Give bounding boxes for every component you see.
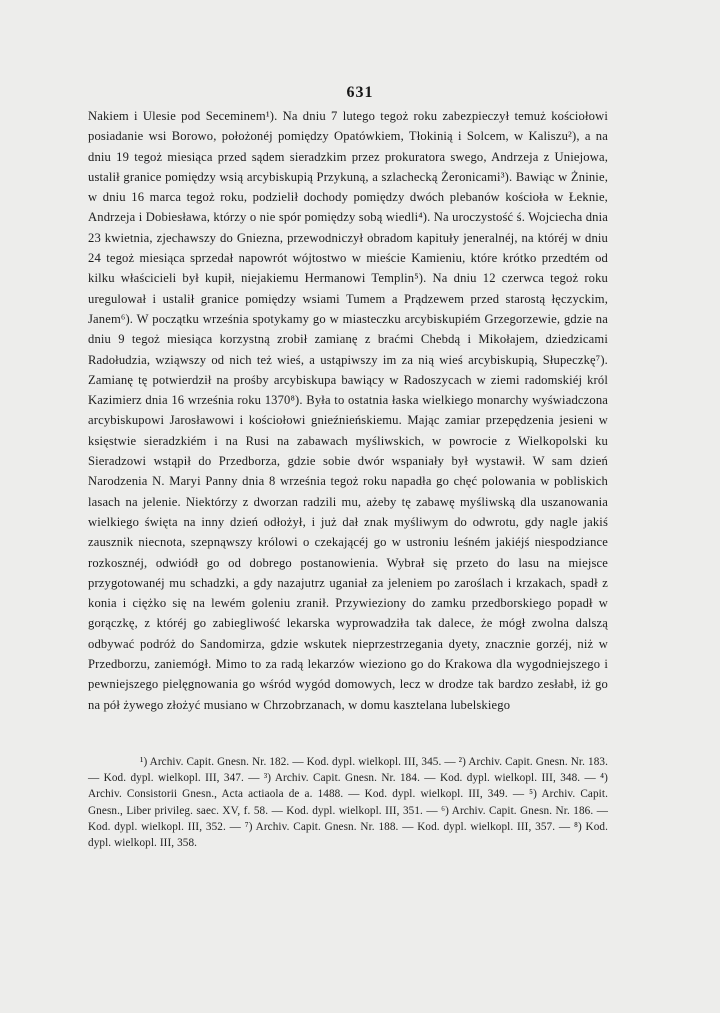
page-number: 631 bbox=[346, 84, 374, 101]
footnotes-block: ¹) Archiv. Capit. Gnesn. Nr. 182. — Kod. dypl. wielkopl. III, 345. — ²) Archiv. Capit. Gnesn. Nr. 183. — Kod. dypl. wielkopl. III, 347. — ³) Archiv. Capit. Gnesn. Nr. 184. — Kod. dypl. wielkopl. III, 348. — ⁴) Archiv. Consistorii Gnesn., Acta actiaola de a. 1488. — Kod. dypl. wielkopl. III, 349. — ⁵) Archiv. Capit. Gnesn., Liber privileg. saec. XV, f. 58. — Kod. dypl. wielkopl. III, 351. — ⁶) Archiv. Capit. Gnesn. Nr. 186. — Kod. dypl. wielkopl. III, 352. — ⁷) Archiv. Capit. Gnesn. Nr. 188. — Kod. dypl. wielkopl. III, 357. — ⁸) Kod. dypl. wielkopl. III, 358. bbox=[88, 756, 608, 850]
main-text-paragraph: Nakiem i Ulesie pod Seceminem¹). Na dniu 7 lutego tegoż roku zabezpieczył temuż kościołowi posiadanie wsi Borowo, położonéj pomiędzy Opatówkiem, Tłokinią i Solcem, w Kaliszu²), a na dniu 19 tegoż miesiąca przed sądem sieradzkim przez prokuratora swego, Andrzeja z Uniejowa, ustalił granice pomiędzy wsią arcybiskupią Przykuną, a szlachecką Żeronicami³). Bawiąc w Żninie, w dniu 16 marca tegoż roku, podzielił dochody pomiędzy dwóch plebanów kościoła w Łeknie, Andrzeja i Dobiesława, którzy o nie spór pomiędzy sobą wiedli⁴). Na uroczystość ś. Wojciecha dnia 23 kwietnia, zjechawszy do Gniezna, przewodniczył obradom kapituły jeneralnéj, na któréj w dniu 24 tegoż miesiąca sprzedał napowrót wójtostwo w mieście Kamieniu, które krótko przedtém od kilku właścicieli był kupił, niejakiemu Hermanowi Templin⁵). Na dniu 12 czerwca tegoż roku uregulował i ustalił granice pomiędzy wsiami Tumem a Prądzewem przed starostą łęczyckim, Janem⁶). W początku września spotykamy go w miasteczku arcybiskupiém Grzegorzewie, gdzie na dniu 9 tegoż miesiąca korzystną zrobił zamianę z braćmi Chebdą i Mikołajem, dziedzicami Radołudzia, wziąwszy od nich też wieś, a ustąpiwszy im za nią wieś arcybiskupią, Słupeczkę⁷). Zamianę tę potwierdził na prośby arcybiskupa bawiący w Radoszycach w ziemi radomskiéj król Kazimierz dnia 16 września roku 1370⁸). Była to ostatnia łaska wielkiego monarchy wyświadczona arcybiskupowi Jarosławowi i kościołowi gnieźnieńskiemu. Mając zamiar przepędzenia jesieni w księstwie sieradzkiém i na Rusi na zabawach myśliwskich, w powrocie z Wielkopolski ku Sieradzowi wstąpił do Przedborza, gdzie sobie dwór wspaniały był wystawił. W sam dzień Narodzenia N. Maryi Panny dnia 8 września tegoż roku napadła go chęć polowania w pobliskich lasach na jelenie. Niektórzy z dworzan radzili mu, ażeby tę zabawę myśliwską dla uszanowania wielkiego święta na inny dzień odłożył, i już dał znak myśliwym do odwrotu, gdy nagle jakiś zausznik niecnota, szepnąwszy królowi o czekającéj go w ustroniu leśném jakiéjś niespodziance rozkosznéj, odwiódł go od dobrego postanowienia. Wybrał się przeto do lasu na miejsce przygotowanéj mu schadzki, a gdy nazajutrz uganiał za jeleniem po zaroślach i krzakach, spadł z konia i ciężko się na lewém goleniu zranił. Przywieziony do zamku przedborskiego popadł w gorączkę, z któréj go zabiegliwość lekarska wyprowadziła tak dalece, że mógł zwolna dalszą odbywać podróż do Sandomirza, gdzie wskutek nieprzestrzegania dyety, znacznie gorzéj, niż w Przedborzu, zaniemógł. Mimo to za radą lekarzów wieziono go do Krakowa dla wygodniejszego i pewniejszego pielęgnowania go wśród wygód domowych, lecz w drodze tak bardzo zesłabł, iż go na pół żywego złożyć musiano w Chrzobrzanach, w domu kasztelana lubelskiego bbox=[88, 109, 608, 712]
